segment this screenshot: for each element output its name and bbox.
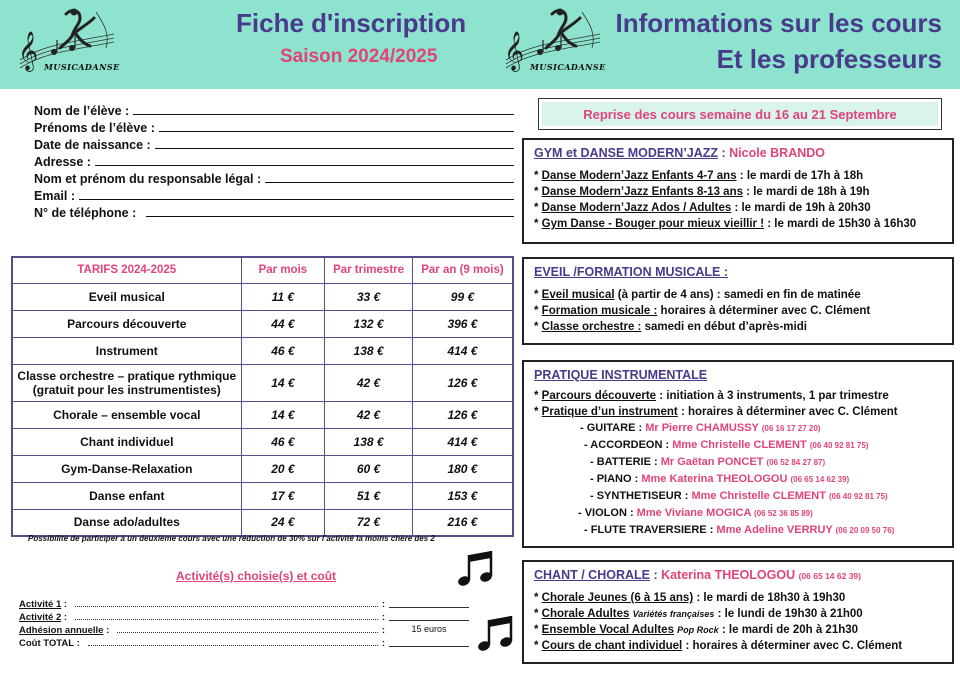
musicadanse-logo [14,4,124,84]
teacher-name: Mme Christelle CLEMENT [672,439,807,451]
box-title: GYM et DANSE MODERN’JAZZ : Nicole BRANDO [534,146,825,160]
discount-note: Possibilité de participer à un deuxième cours avec une réduction de 30% sur l’activité la moins chère des 2 [28,534,435,543]
gym-dance-box [522,138,954,244]
course-line: * Danse Modern’Jazz Enfants 4-7 ans : le mardi de 17h à 18h [534,170,864,182]
price-quarter: 72 € [325,509,413,536]
price-year: 126 € [412,401,513,428]
choice-row-total[interactable] [19,636,469,649]
activity-line: Classe orchestre – pratique rythmique [17,368,237,383]
course-name: Ensemble Vocal Adultes [541,624,674,636]
form-label: N° de téléphone : [34,206,137,220]
fill-line [95,165,514,166]
teacher-name: Mr Pierre CHAMUSSY [645,422,759,434]
form-field-date-naissance[interactable] [34,135,514,152]
info-title-line1: Informations sur les cours [615,8,942,38]
table-row [12,283,513,310]
activity-cell: Parcours découverte [12,310,241,337]
activity-line: (gratuit pour les instrumentistes) [32,382,221,397]
course-name: Chorale Adultes [541,608,630,620]
fill-dots [75,619,378,620]
box-title [534,368,942,382]
instrument-name: - FLUTE TRAVERSIERE : [584,524,714,536]
reprise-text: Reprise des cours semaine du 16 au 21 Septembre [542,102,938,126]
price-year: 126 € [412,364,513,401]
pratique-instrumentale-box [522,360,954,548]
teacher-phone: (06 20 09 50 76) [835,526,895,535]
form-field-nom[interactable] [34,101,514,118]
activity-cell: Gym-Danse-Relaxation [12,455,241,482]
course-line: * Chorale Adultes Variétés françaises : le lundi de 19h30 à 21h00 [534,608,863,620]
course-detail: : le mardi de 17h à 18h [739,170,864,182]
activity-cell: Danse ado/adultes [12,509,241,536]
course-name: Danse Modern’Jazz Enfants 4-7 ans [541,170,737,182]
form-field-email[interactable] [34,186,514,203]
table-row [12,482,513,509]
price-year: 180 € [412,455,513,482]
course-name: Cours de chant individuel [541,640,683,652]
choice-label: Activité 2 [19,612,62,623]
price-year: 396 € [412,310,513,337]
section-name: CHANT / CHORALE [534,568,650,582]
teacher-name: Mme Viviane MOGICA [636,507,751,519]
price-year: 216 € [412,509,513,536]
reprise-banner [538,98,942,130]
teacher-name: Katerina THEOLOGOU [661,568,796,582]
course-line: * Cours de chant individuel : horaires à déterminer avec C. Clément [534,640,903,652]
teacher-name: Mr Gaëtan PONCET [660,456,764,468]
form-field-responsable[interactable] [34,169,514,186]
form-field-prenoms[interactable] [34,118,514,135]
price-month: 11 € [241,283,325,310]
cost-field[interactable] [389,607,469,608]
separator: : [381,625,385,636]
svg-text:𝄞: 𝄞 [18,31,39,71]
table-row [12,401,513,428]
activity-cell: Eveil musical [12,283,241,310]
fill-line [159,131,514,132]
table-row [12,364,513,401]
form-label: Nom et prénom du responsable légal : [34,172,262,186]
section-name: EVEIL /FORMATION MUSICALE : [534,265,728,279]
price-month: 17 € [241,482,325,509]
choice-label: Adhésion annuelle [19,625,104,636]
form-label: Email : [34,189,75,203]
column-header: Par mois [241,257,325,283]
course-line: * Classe orchestre : samedi en début d’après-midi [534,321,807,333]
course-line: * Danse Modern’Jazz Ados / Adultes : le mardi de 19h à 20h30 [534,202,871,214]
course-name: Gym Danse - Bouger pour mieux vieillir ! [541,218,765,230]
tarifs-table [11,256,514,537]
price-year: 414 € [412,428,513,455]
dancer-treble-clef-icon [14,4,124,84]
activity-choice-form [19,597,469,649]
course-name: Formation musicale : [541,305,658,317]
table-row [12,337,513,364]
cost-field[interactable] [389,620,469,621]
price-year: 414 € [412,337,513,364]
choice-label: Activité 1 [19,599,62,610]
teacher-phone: (06 40 92 81 75) [829,492,888,501]
course-line: * Pratique d’un instrument : horaires à déterminer avec C. Clément [534,406,898,418]
separator: : [61,599,68,610]
instrument-name: - GUITARE : [580,422,643,434]
teacher-name: Mme Christelle CLEMENT [691,490,826,502]
choice-row-adhesion [19,623,469,636]
fill-dots [117,632,378,633]
section-name: GYM et DANSE MODERN’JAZZ [534,146,719,160]
price-month: 46 € [241,428,325,455]
course-detail: : horaires à déterminer avec C. Clément [680,406,898,418]
form-label: Adresse : [34,155,91,169]
price-quarter: 42 € [325,364,413,401]
course-style: Pop Rock [677,625,719,635]
instrument-line [534,437,942,454]
teacher-name: Nicole BRANDO [729,146,825,160]
course-detail: : horaires à déterminer avec C. Clément [685,640,903,652]
instrument-line [534,420,942,437]
separator: : [61,612,68,623]
price-month: 44 € [241,310,325,337]
teacher-phone: (06 65 14 62 39) [790,475,850,484]
course-detail: (à partir de 4 ans) : samedi en fin de matinée [617,289,861,301]
teacher-phone: (06 52 84 27 87) [766,458,826,467]
separator: : [74,638,80,649]
price-quarter: 138 € [325,337,413,364]
instrument-line [534,522,942,539]
cost-value: 15 euros [411,624,447,634]
price-quarter: 60 € [325,455,413,482]
box-title: CHANT / CHORALE : Katerina THEOLOGOU (06 65 14 62 39) [534,568,861,582]
course-detail: : initiation à 3 instruments, 1 par trimestre [659,390,889,402]
column-header: Par trimestre [325,257,413,283]
fill-dots [75,606,378,607]
page-title: Fiche d'inscription [236,8,467,38]
activity-cell [12,364,241,401]
fill-line [155,148,514,149]
price-year: 99 € [412,283,513,310]
fill-line [79,199,514,200]
separator: : [103,625,110,636]
music-note-icon [456,549,496,589]
instrument-line [534,454,942,471]
choice-row-activite-1[interactable] [19,597,469,610]
course-name: Pratique d’un instrument [541,406,678,418]
eveil-formation-box [522,257,954,345]
activity-cell: Instrument [12,337,241,364]
dancer-treble-clef-icon [500,4,610,84]
instrument-name: - ACCORDEON : [584,439,670,451]
choice-title: Activité(s) choisie(s) et coût [176,569,337,583]
box-title [534,265,942,279]
course-name: Eveil musical [541,289,615,301]
column-header: Par an (9 mois) [412,257,513,283]
instrument-name: - PIANO : [590,473,639,485]
table-row [12,455,513,482]
course-line: * Gym Danse - Bouger pour mieux vieillir ! : le mardi de 15h30 à 16h30 [534,218,917,230]
course-line: * Eveil musical (à partir de 4 ans) : samedi en fin de matinée [534,289,861,301]
table-row [12,428,513,455]
course-line: * Formation musicale : horaires à déterminer avec C. Clément [534,305,871,317]
cost-field[interactable] [389,646,469,647]
price-quarter: 33 € [325,283,413,310]
form-field-telephone[interactable] [34,203,514,220]
teacher-name: Mme Adeline VERRUY [716,524,833,536]
section-name: PRATIQUE INSTRUMENTALE [534,368,708,382]
course-detail: : le mardi de 15h30 à 16h30 [767,218,917,230]
activity-cell: Danse enfant [12,482,241,509]
teacher-name: Mme Katerina THEOLOGOU [641,473,788,485]
course-name: Danse Modern’Jazz Ados / Adultes [541,202,732,214]
teacher-phone: (06 40 92 81 75) [809,441,869,450]
form-field-adresse[interactable] [34,152,514,169]
form-label: Nom de l’élève : [34,104,130,118]
course-detail: : le mardi de 19h à 20h30 [734,202,871,214]
instrument-line [534,488,942,505]
registration-form [34,101,514,220]
choice-row-activite-2[interactable] [19,610,469,623]
musicadanse-logo-right [500,4,610,84]
table-row [12,509,513,536]
header-banner [0,0,960,89]
course-name: Chorale Jeunes (6 à 15 ans) [541,592,694,604]
activity-cell: Chorale – ensemble vocal [12,401,241,428]
instrument-line [534,471,942,488]
activity-cell: Chant individuel [12,428,241,455]
course-detail: : le mardi de 18h30 à 19h30 [696,592,846,604]
course-style: Variétés françaises [632,609,715,619]
course-line: * Danse Modern’Jazz Enfants 8-13 ans : le mardi de 18h à 19h [534,186,870,198]
fill-dots [88,645,378,646]
teacher-phone: (06 65 14 62 39) [798,571,861,581]
separator: : [381,599,385,610]
instrument-name: - SYNTHETISEUR : [590,490,689,502]
course-name: Danse Modern’Jazz Enfants 8-13 ans [541,186,743,198]
price-month: 14 € [241,364,325,401]
choice-label: Coût TOTAL [19,638,75,649]
instrument-name: - VIOLON : [578,507,634,519]
fill-line [265,182,514,183]
logo-text: MUSICADANSE [44,62,120,72]
price-month: 14 € [241,401,325,428]
instrument-name: - BATTERIE : [590,456,658,468]
info-title-line2: Et les professeurs [716,44,942,74]
teacher-phone: (06 52 36 85 89) [754,509,813,518]
table-row [12,310,513,337]
course-detail: samedi en début d’après-midi [644,321,807,333]
instrument-line [534,505,942,522]
table-header-row [12,257,513,283]
price-month: 46 € [241,337,325,364]
price-month: 20 € [241,455,325,482]
price-quarter: 132 € [325,310,413,337]
fill-line [133,114,514,115]
form-label: Prénoms de l’élève : [34,121,155,135]
form-label: Date de naissance : [34,138,151,152]
fill-line [146,216,514,217]
column-header: TARIFS 2024-2025 [12,257,241,283]
course-line: * Chorale Jeunes (6 à 15 ans) : le mardi de 18h30 à 19h30 [534,592,846,604]
price-quarter: 42 € [325,401,413,428]
price-quarter: 51 € [325,482,413,509]
season-subtitle: Saison 2024/2025 [280,46,438,67]
price-month: 24 € [241,509,325,536]
price-quarter: 138 € [325,428,413,455]
svg-text:𝄞: 𝄞 [504,31,525,71]
course-line: * Parcours découverte : initiation à 3 instruments, 1 par trimestre [534,390,889,402]
course-name: Classe orchestre : [541,321,642,333]
chant-chorale-box [522,560,954,664]
logo-text: MUSICADANSE [530,62,606,72]
course-line: * Ensemble Vocal Adultes Pop Rock : le mardi de 20h à 21h30 [534,624,859,636]
course-detail: : le lundi de 19h30 à 21h00 [717,608,863,620]
teacher-phone: (06 16 17 27 20) [761,424,821,433]
music-note-icon [476,614,516,654]
separator: : [381,638,385,649]
course-detail: horaires à déterminer avec C. Clément [660,305,871,317]
course-name: Parcours découverte [541,390,657,402]
separator: : [381,612,385,623]
course-detail: : le mardi de 20h à 21h30 [721,624,859,636]
price-year: 153 € [412,482,513,509]
course-detail: : le mardi de 18h à 19h [746,186,870,198]
